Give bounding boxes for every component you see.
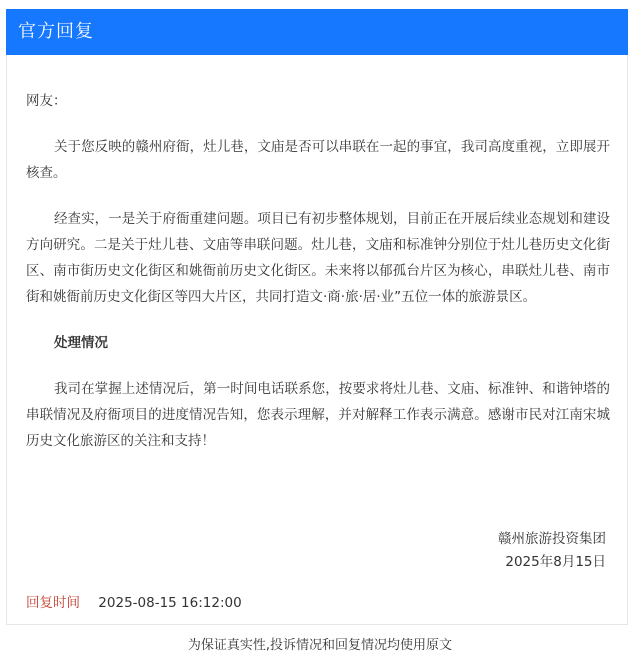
signature-date: 2025年8月15日 — [505, 554, 606, 570]
reply-header — [6, 9, 628, 55]
footer-note: 为保证真实性,投诉情况和回复情况均使用原文 — [187, 638, 453, 653]
paragraph-inquiry: 关于您反映的赣州府衙，灶儿巷，文庙是否可以串联在一起的事宜，我司高度重视，立即展开核查。 — [26, 139, 610, 181]
reply-time-row — [26, 592, 242, 614]
paragraph-handling: 我司在掌握上述情况后，第一时间电话联系您，按要求将灶儿巷、文庙、标准钟、和谐钟塔的串联情况及府衙项目的进度情况告知，您表示理解，并对解释工作表示满意。感谢市民对江南宋城历史文化旅游区的关注和支持！ — [26, 381, 610, 449]
signature-org: 赣州旅游投资集团 — [498, 531, 606, 547]
signature-block — [498, 528, 606, 574]
greeting: 网友： — [26, 93, 67, 109]
header-title: 官方回复 — [18, 21, 94, 42]
reply-time-label: 回复时间 — [26, 595, 80, 611]
section-title-handling: 处理情况 — [54, 335, 108, 351]
paragraph-findings: 经查实，一是关于府衙重建问题。项目已有初步整体规划，目前正在开展后续业态规划和建设方向研究。二是关于灶儿巷、文庙等串联问题。灶儿巷，文庙和标准钟分别位于灶儿巷历史文化街区、南市街历史文化街区和姚衙前历史文化街区。未来将以郁孤台片区为核心，串联灶儿巷、南市街和姚衙前历史文化街区等四大片区，共同打造文·商·旅·居·业”五位一体的旅游景区。 — [26, 211, 610, 305]
reply-time-value: 2025-08-15 16:12:00 — [98, 595, 242, 611]
reply-content — [26, 88, 610, 474]
